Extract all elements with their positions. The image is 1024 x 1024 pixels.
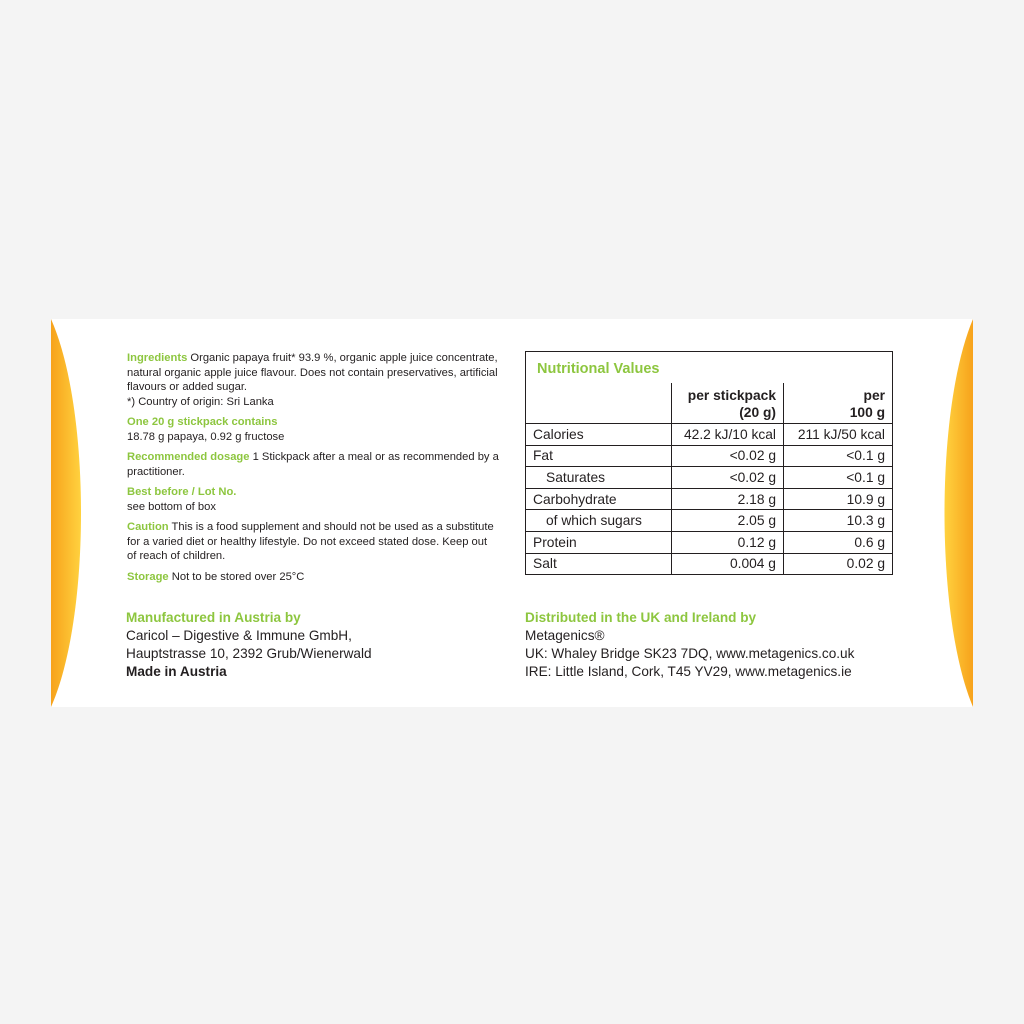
manufacturer-heading: Manufactured in Austria by	[126, 610, 301, 625]
nutrient-per-100g: 0.6 g	[784, 531, 893, 553]
nutrient-name: Saturates	[526, 467, 672, 489]
nutrient-name: Calories	[526, 424, 672, 446]
nutrition-row-saturates	[526, 467, 892, 489]
nutrition-grid	[526, 383, 892, 574]
nutrition-title: Nutritional Values	[537, 361, 660, 377]
distributor-ire-address: IRE: Little Island, Cork, T45 YV29, www.metagenics.ie	[525, 664, 852, 679]
nutrition-row-fat	[526, 445, 892, 467]
manufacturer-section	[126, 609, 372, 681]
nutrient-per-stickpack: 42.2 kJ/10 kcal	[672, 424, 784, 446]
caution-text: This is a food supplement and should not be used as a substitute for a varied diet or healthy lifestyle. Do not exceed stated dose. Keep out of reach of children.	[127, 521, 494, 562]
orange-arc-right-decoration	[893, 319, 973, 707]
orange-arc-left-decoration	[51, 319, 131, 707]
ingredients-label: Ingredients	[127, 352, 188, 364]
nutrient-per-stickpack: 2.18 g	[672, 488, 784, 510]
nutrient-name: Protein	[526, 531, 672, 553]
storage-section	[127, 570, 499, 585]
nutrient-per-100g: <0.1 g	[784, 445, 893, 467]
made-in-austria: Made in Austria	[126, 664, 227, 679]
nutrient-name: Carbohydrate	[526, 488, 672, 510]
dosage-label: Recommended dosage	[127, 451, 250, 463]
nutrition-row-calories	[526, 424, 892, 446]
nutrient-per-stickpack: <0.02 g	[672, 445, 784, 467]
distributor-section	[525, 609, 854, 681]
distributor-heading: Distributed in the UK and Ireland by	[525, 610, 757, 625]
storage-label: Storage	[127, 570, 169, 583]
nutrient-per-100g: 0.02 g	[784, 553, 893, 574]
nutrition-table	[525, 351, 893, 575]
caution-section	[127, 520, 499, 564]
nutrition-row-sugars	[526, 510, 892, 532]
ingredients-section	[127, 351, 499, 409]
product-info-column	[127, 351, 499, 590]
nutrition-row-protein	[526, 531, 892, 553]
per-100g-header-line1: per	[863, 388, 885, 403]
nutrient-per-stickpack: <0.02 g	[672, 467, 784, 489]
per-stickpack-header-line1: per stickpack	[687, 388, 776, 403]
nutrient-per-stickpack: 2.05 g	[672, 510, 784, 532]
nutrition-row-carbohydrate	[526, 488, 892, 510]
per-100g-header-line2: 100 g	[849, 405, 885, 420]
dosage-text: 1 Stickpack after a meal or as recommended by a practitioner.	[127, 451, 499, 478]
nutrient-per-stickpack: 0.004 g	[672, 553, 784, 574]
nutrient-per-100g: 211 kJ/50 kcal	[784, 424, 893, 446]
nutrient-per-100g: 10.9 g	[784, 488, 893, 510]
ingredients-text: Organic papaya fruit* 93.9 %, organic apple juice concentrate, natural organic apple juice flavour. Does not contain preservatives, artificial flavours or added sugar.	[127, 352, 498, 393]
nutrition-header-empty	[526, 383, 672, 424]
origin-text: *) Country of origin: Sri Lanka	[127, 395, 274, 408]
stickpack-section	[127, 415, 499, 444]
best-before-label: Best before / Lot No.	[127, 486, 237, 498]
product-label	[51, 319, 973, 707]
per-stickpack-header-line2: (20 g)	[739, 405, 776, 420]
per-stickpack-header	[672, 383, 784, 424]
nutrition-header-row	[526, 383, 892, 424]
manufacturer-name: Caricol – Digestive & Immune GmbH,	[126, 628, 352, 643]
distributor-uk-address: UK: Whaley Bridge SK23 7DQ, www.metagenics.co.uk	[525, 646, 855, 661]
nutrient-name: of which sugars	[526, 510, 672, 532]
storage-text: Not to be stored over 25°C	[171, 570, 305, 583]
stickpack-label: One 20 g stickpack contains	[127, 416, 278, 428]
nutrient-name: Fat	[526, 445, 672, 467]
nutrition-row-salt	[526, 553, 892, 574]
best-before-section	[127, 485, 499, 514]
nutrient-name: Salt	[526, 553, 672, 574]
nutrient-per-100g: <0.1 g	[784, 467, 893, 489]
distributor-name: Metagenics®	[525, 628, 605, 643]
per-100g-header	[784, 383, 893, 424]
nutrient-per-stickpack: 0.12 g	[672, 531, 784, 553]
manufacturer-address: Hauptstrasse 10, 2392 Grub/Wienerwald	[126, 646, 372, 661]
caution-label: Caution	[127, 521, 169, 533]
dosage-section	[127, 450, 499, 479]
best-before-text: see bottom of box	[127, 500, 216, 513]
nutrient-per-100g: 10.3 g	[784, 510, 893, 532]
stickpack-text: 18.78 g papaya, 0.92 g fructose	[127, 430, 285, 443]
